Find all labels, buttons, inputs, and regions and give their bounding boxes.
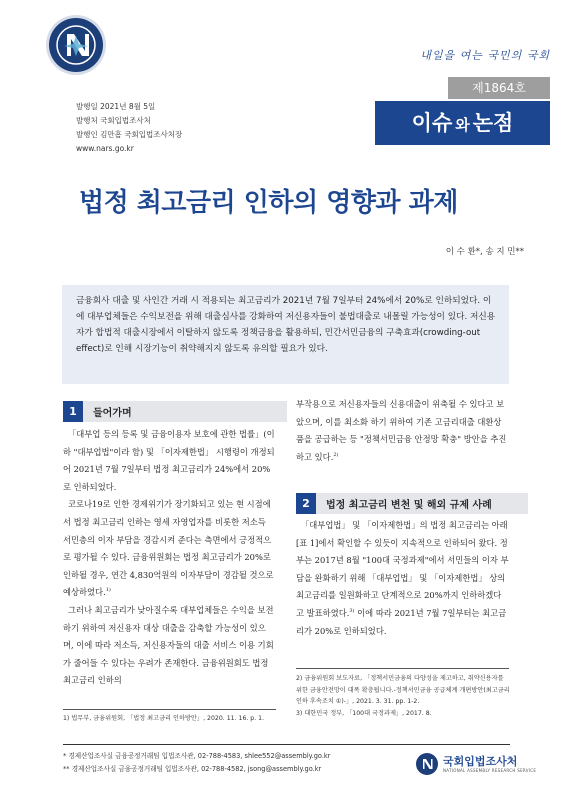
publication-info [76, 100, 182, 156]
badge-word-point: 논점 [472, 111, 514, 135]
paragraph: 부작용으로 저신용자들의 신용대출이 위축될 수 있다고 보았으며, 이를 최소화 하기 위하여 기존 고금리대출 대환상품을 공급하는 등 "정책서민금융 안정망 확충" 방안을 추진하고 있다.$^{2)}$ [296, 399, 507, 462]
left-column-body [63, 426, 276, 690]
footnote-ref[interactable]: 1) [105, 587, 111, 594]
contact-line: * 경제산업조사실 금융공정거래팀 입법조사관, 02-788-4583, shlee552@assembly.go.kr [63, 752, 331, 760]
nars-emblem-icon [49, 18, 103, 72]
pub-publisher: 발행처 국회입법조사처 [76, 116, 151, 125]
paragraph: 코로나19로 인한 경제위기가 장기화되고 있는 현 시점에서 법정 최고금리 인하는 영세 자영업자를 비롯한 저소득 서민층의 이자 부담을 경감시켜 준다는 측면에서 긍정적으로 평가될 수 있다. 금융위원회는 법정 최고금리가 20%로 인하될 경우, 연간 4,830억원의 이자부담이 경감될 것으로 예상하였다.$^{1)}$ [63, 499, 274, 598]
section-1-header [63, 401, 287, 422]
contact-line: ** 경제산업조사실 금융공정거래팀 입법조사관, 02-788-4582, jsong@assembly.go.kr [63, 765, 322, 773]
section-title: 들어가며 [83, 401, 287, 422]
footnote-divider [296, 668, 509, 669]
slogan: 내일을 여는 국민의 국회 [420, 49, 550, 62]
badge-word-issue: 이슈 [411, 111, 453, 135]
author-contacts [63, 750, 330, 776]
pub-date: 발행일 2021년 8월 5일 [76, 102, 156, 111]
right-column-body [296, 517, 509, 640]
badge-conjunction: 와 [455, 116, 470, 134]
authors: 이 수 환*, 송 지 민** [445, 247, 524, 257]
section-number: 1 [63, 401, 83, 422]
page-title: 법정 최고금리 인하의 영향과 과제 [79, 188, 458, 218]
paragraph: 「대부업 등의 등록 및 금융이용자 보호에 관한 법률」(이하 "대부업법"이라 함) 및 「이자제한법」 시행령이 개정되어 2021년 7월 7일부터 법정 최고금리가 24%에서 20%로 인하되었다. [63, 429, 275, 492]
section-number: 2 [296, 493, 316, 514]
footer-org-name-en: NATIONAL ASSEMBLY RESEARCH SERVICE [443, 767, 537, 773]
right-column-continuation [296, 396, 509, 466]
footer-logo [416, 753, 536, 775]
footer-divider [63, 744, 510, 745]
paragraph: 「대부업법」 및 「이자제한법」의 법정 최고금리는 아래 [표 1]에서 확인할 수 있듯이 지속적으로 인하되어 왔다. 정부는 2017년 8월 "100대 국정과제"에서 서민들의 이자 부담을 완화하기 위해 「대부업법」 및 「이자제한법」 상의 최고금리를 일원화하고 단계적으로 20%까지 인하하겠다고 발표하였다.$^{3)}$ 이에 따라 2021년 7월 7일부터는 최고금리가 20%로 인하되었다. [296, 520, 509, 636]
footnote-ref[interactable]: 2) [333, 452, 339, 459]
footer-org-name: 국회입법조사처 [443, 754, 518, 768]
footnotes-right [296, 673, 510, 719]
footnote-item: 2) 금융위원회 보도자료, 「정책서민금융의 다양성을 제고하고, 취약신용자를 위한 금융안전망이 대폭 확충됩니다.-정책서민금융 공급체계 개편방안(최고금리 인하 후속조치 ①)-」, 2021. 3. 31. pp. 1-2. [296, 675, 510, 705]
footnotes-left [63, 713, 278, 725]
section-2-header [296, 493, 528, 514]
pub-website-link[interactable]: www.nars.go.kr [76, 144, 134, 153]
issue-number: 제1864호 [448, 77, 550, 99]
footnote-item: 1) 법무부, 금융위원회, 「법정 최고금리 인하방안」, 2020. 11. 16. p. 1. [63, 715, 265, 722]
pub-issuer: 발행인 김만흠 국회입법조사처장 [76, 130, 183, 139]
publication-badge [375, 101, 550, 145]
footnote-divider [63, 709, 276, 710]
summary-box [62, 285, 509, 384]
paragraph: 그러나 최고금리가 낮아질수록 대부업체들은 수익을 보전하기 위하여 저신용자 대상 대출을 감축할 가능성이 있으며, 이에 따라 저소득, 저신용자들의 대출 서비스 이용 기회가 줄어들 수 있다는 우려가 존재한다. 금융위원회도 법정 최고금리 인하의 [63, 604, 274, 686]
nars-footer-emblem-icon [416, 753, 438, 775]
footnote-item: 3) 대한민국 정부, 「100대 국정과제」, 2017. 8. [296, 709, 432, 717]
section-title: 법정 최고금리 변천 및 해외 규제 사례 [316, 493, 528, 514]
summary-text: 금융회사 대출 및 사인간 거래 시 적용되는 최고금리가 2021년 7월 7일부터 24%에서 20%로 인하되었다. 이에 대부업체들은 수익보전을 위해 대출심사를 강화하여 저신용자들이 불법대출로 내몰릴 가능성이 있다. 저신용자가 합법적 대출시장에서 이탈하지 않도록 정책금융을 활용하되, 민간서민금융의 구축효과(crowding-out effect)로 인해 시장기능이 취약해지지 않도록 유의할 필요가 있다. [76, 296, 496, 354]
footnote-ref[interactable]: 3) [349, 608, 355, 615]
